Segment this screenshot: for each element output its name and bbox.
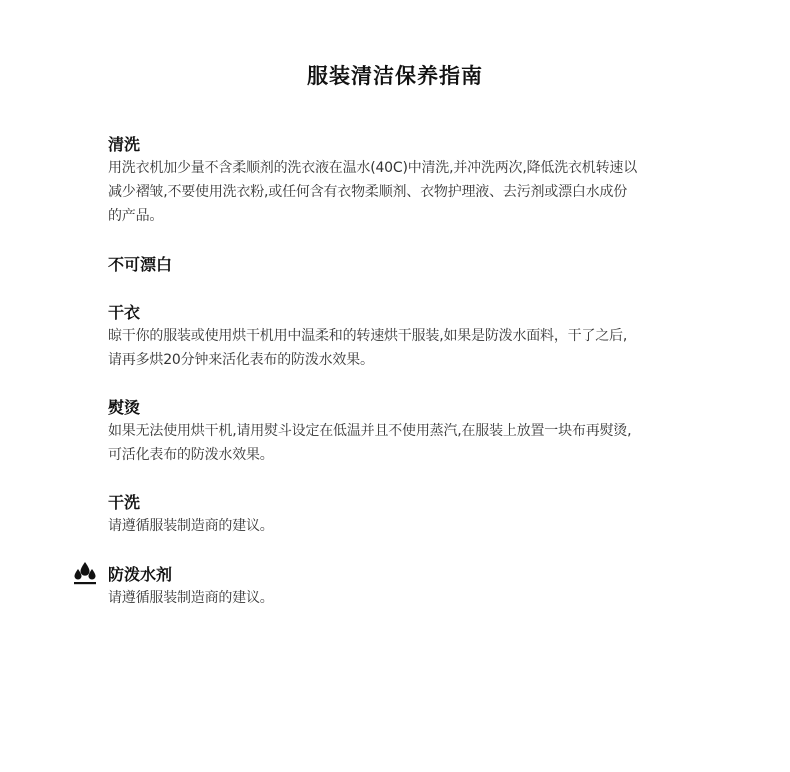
section-dry-cleaning <box>108 492 723 538</box>
section-heading: 不可漂白 <box>108 255 173 274</box>
section-no-bleach <box>108 254 723 276</box>
section-heading: 熨烫 <box>108 398 141 417</box>
section-body: 如果无法使用烘干机,请用熨斗设定在低温并且不使用蒸汽,在服装上放置一块布再熨烫, 可活化表布的防泼水效果。 <box>108 423 632 463</box>
section-heading: 干衣 <box>108 303 141 322</box>
page-title: 服装清洁保养指南 <box>307 64 483 88</box>
section-body: 用洗衣机加少量不含柔顺剂的洗衣液在温水(40C)中清洗,并冲洗两次,降低洗衣机转速以 减少褶皱,不要使用洗衣粉,或任何含有衣物柔顺剂、衣物护理液、去污剂或漂白水成份 的产品。 <box>108 160 638 224</box>
section-body: 请遵循服装制造商的建议。 <box>108 518 274 534</box>
section-water-repellent <box>108 564 723 610</box>
section-body: 晾干你的服装或使用烘干机用中温柔和的转速烘干服装,如果是防泼水面料，干了之后, 请再多烘20分钟来活化表布的防泼水效果。 <box>108 328 628 368</box>
section-heading: 清洗 <box>108 135 141 154</box>
water-drops-icon <box>72 560 98 586</box>
section-heading: 防泼水剂 <box>108 565 173 584</box>
section-drying <box>108 302 723 372</box>
section-ironing <box>108 397 723 467</box>
section-body: 请遵循服装制造商的建议。 <box>108 590 274 606</box>
section-heading: 干洗 <box>108 493 141 512</box>
section-washing <box>108 134 723 228</box>
